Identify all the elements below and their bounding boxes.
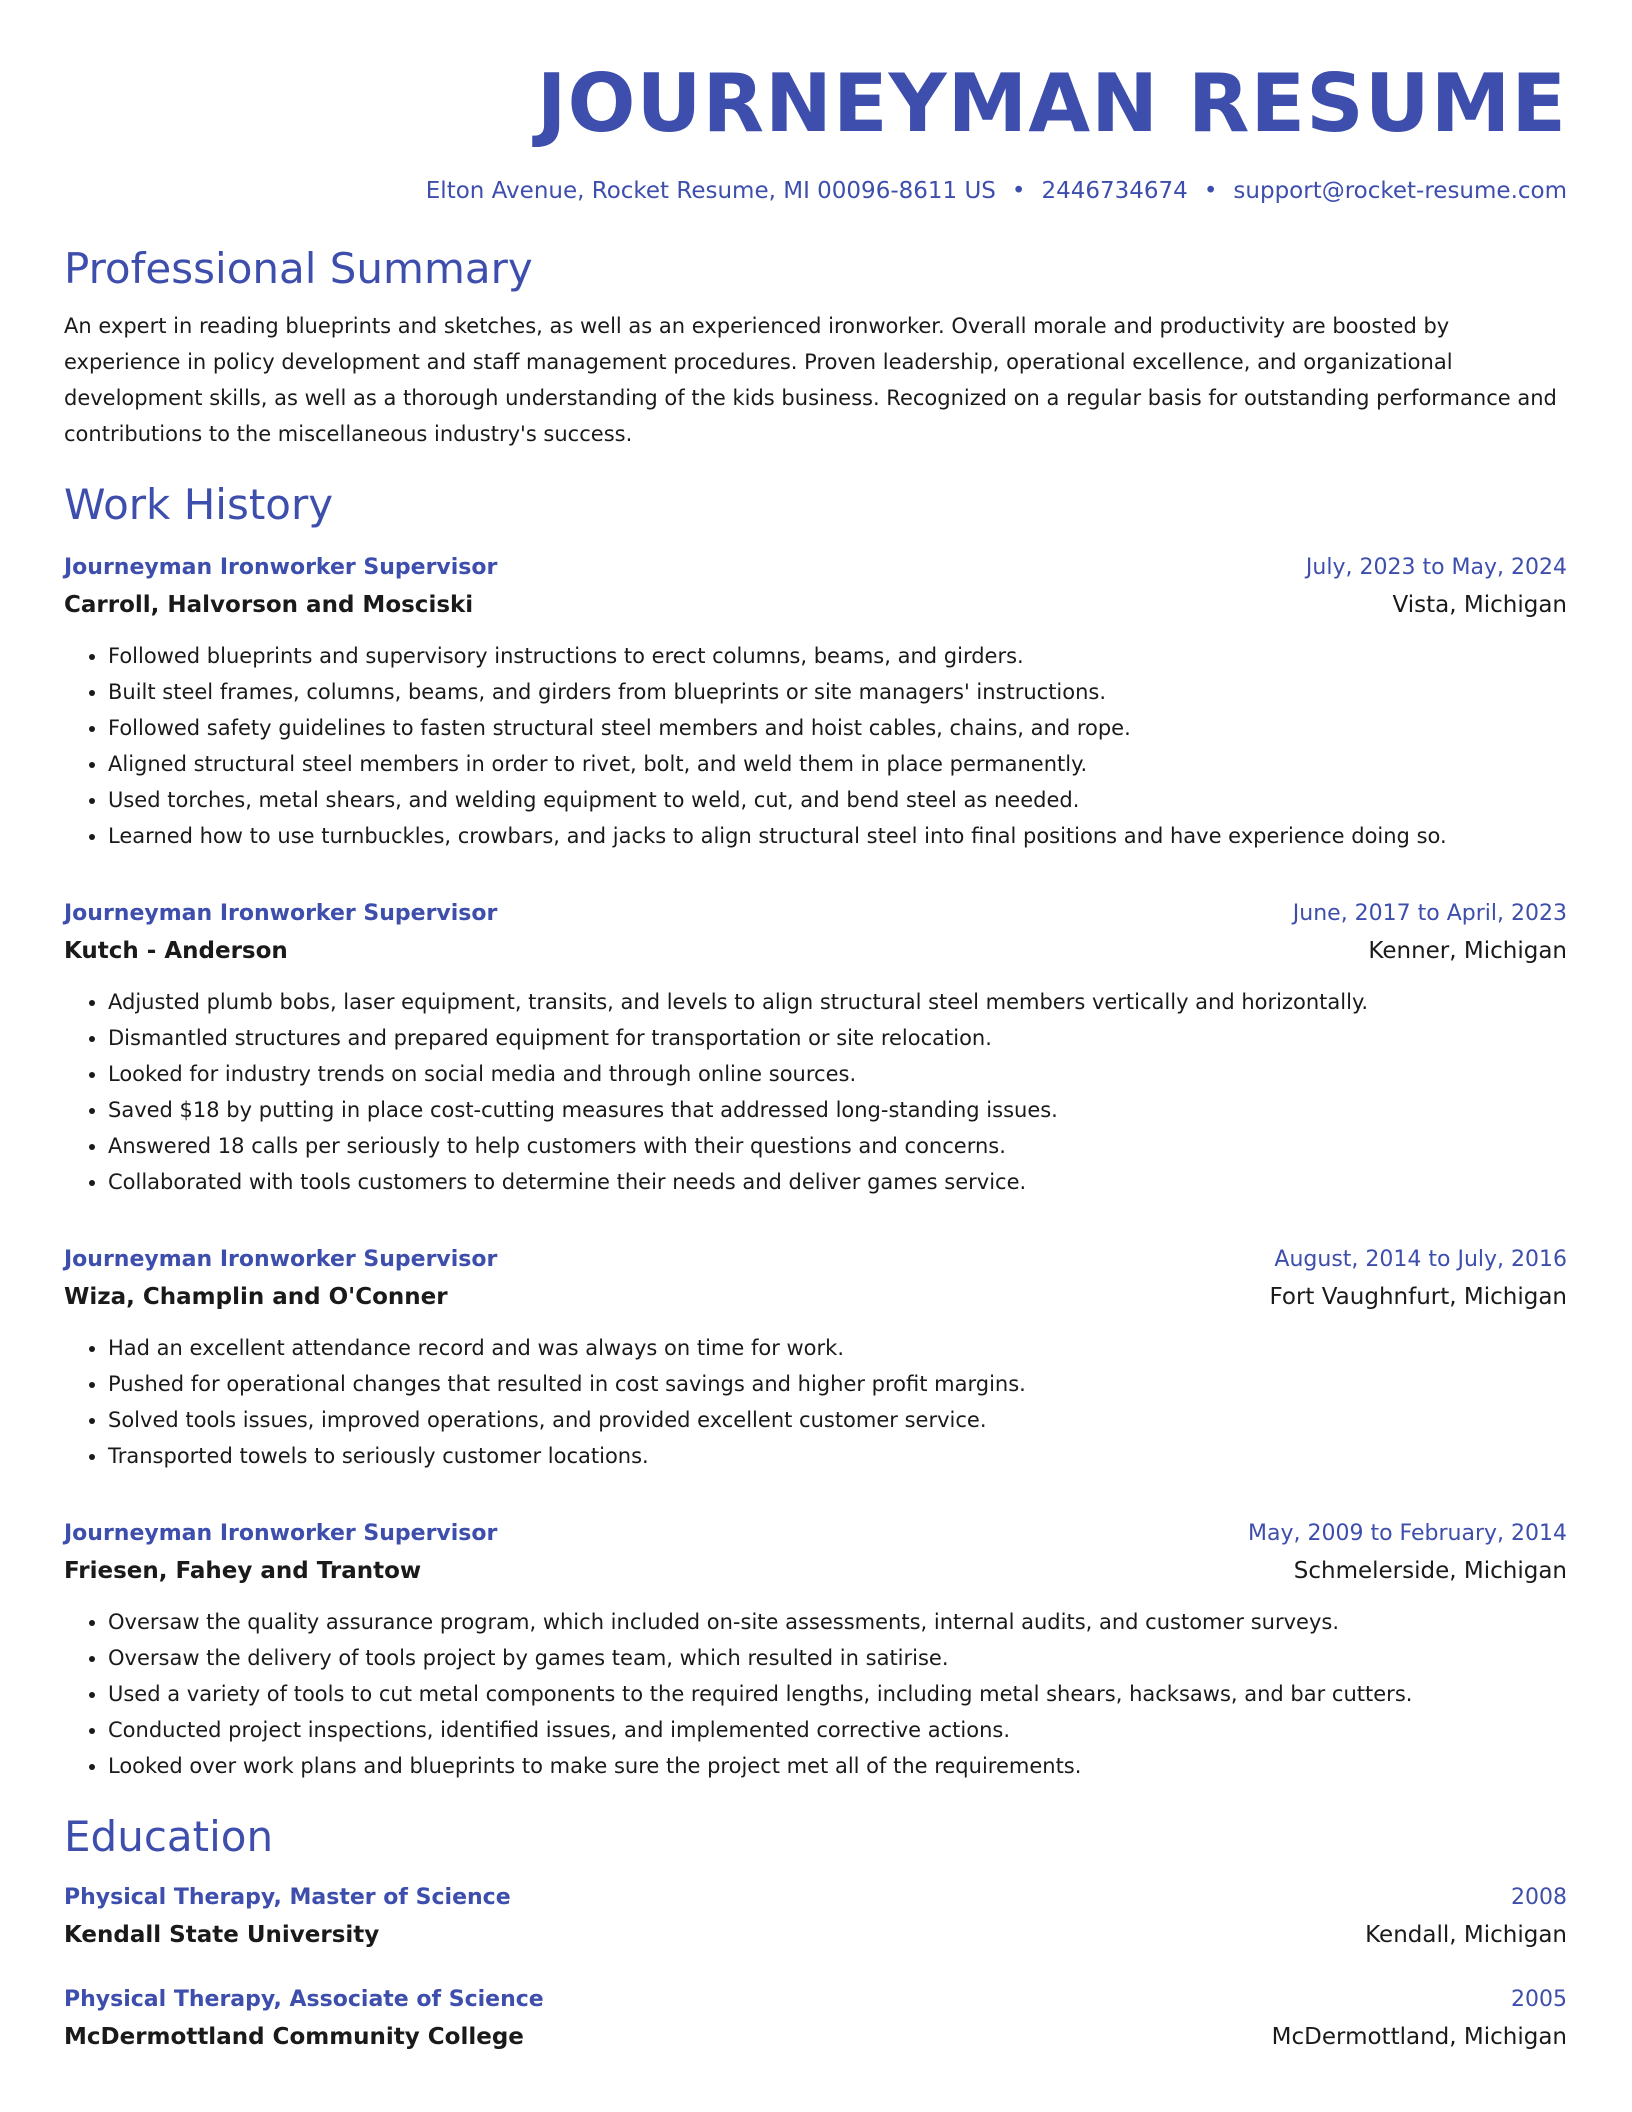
education-entry <box>64 1880 1567 1954</box>
job-bullet: • Learned how to use turnbuckles, crowbars, and jacks to align structural steel into final positions and have experience doing so. <box>108 818 1567 854</box>
job-bullet: • Used torches, metal shears, and welding equipment to weld, cut, and bend steel as needed. <box>108 782 1567 818</box>
job-bullet: • Oversaw the delivery of tools project by games team, which resulted in satirise. <box>108 1640 1567 1676</box>
job-title: Journeyman Ironworker Supervisor <box>64 1247 498 1272</box>
job-bullet: • Looked over work plans and blueprints to make sure the project met all of the requirements. <box>108 1748 1567 1784</box>
degree-year: 2005 <box>1511 1987 1567 2012</box>
school-name: McDermottland Community College <box>64 2024 524 2050</box>
job-location: Kenner, Michigan <box>1368 938 1567 964</box>
contact-line <box>64 176 1567 206</box>
job-bullets <box>64 984 1567 1200</box>
degree-title: Physical Therapy, Master of Science <box>64 1885 511 1910</box>
job-bullet: • Had an excellent attendance record and was always on time for work. <box>108 1330 1567 1366</box>
job-dates: August, 2014 to July, 2016 <box>1274 1247 1567 1272</box>
job-company: Kutch - Anderson <box>64 938 288 964</box>
degree-title: Physical Therapy, Associate of Science <box>64 1987 544 2012</box>
contact-email: support@rocket-resume.com <box>1233 178 1567 204</box>
job-bullets <box>64 1330 1567 1474</box>
job-title: Journeyman Ironworker Supervisor <box>64 1521 498 1546</box>
job-company: Wiza, Champlin and O'Conner <box>64 1284 448 1310</box>
job-entry <box>64 1516 1567 1784</box>
education-heading: Education <box>64 1812 274 1861</box>
job-entry <box>64 896 1567 1200</box>
job-company: Carroll, Halvorson and Mosciski <box>64 592 474 618</box>
education-entry <box>64 1982 1567 2056</box>
job-bullets <box>64 1604 1567 1784</box>
job-bullet: • Solved tools issues, improved operations, and provided excellent customer service. <box>108 1402 1567 1438</box>
job-entry <box>64 1242 1567 1474</box>
job-bullet: • Followed blueprints and supervisory instructions to erect columns, beams, and girders. <box>108 638 1567 674</box>
job-location: Fort Vaughnfurt, Michigan <box>1269 1284 1567 1310</box>
job-bullet: • Saved $18 by putting in place cost-cutting measures that addressed long-standing issues. <box>108 1092 1567 1128</box>
job-bullet: • Oversaw the quality assurance program, which included on-site assessments, internal audits, and customer surveys. <box>108 1604 1567 1640</box>
job-company: Friesen, Fahey and Trantow <box>64 1558 422 1584</box>
contact-separator: • <box>1011 178 1026 204</box>
resume-page <box>64 56 1567 2056</box>
job-bullet: • Dismantled structures and prepared equipment for transportation or site relocation. <box>108 1020 1567 1056</box>
school-location: McDermottland, Michigan <box>1271 2024 1567 2050</box>
school-location: Kendall, Michigan <box>1365 1922 1567 1948</box>
job-bullets <box>64 638 1567 854</box>
contact-phone: 2446734674 <box>1041 178 1188 204</box>
job-title: Journeyman Ironworker Supervisor <box>64 555 498 580</box>
job-location: Schmelerside, Michigan <box>1293 1558 1567 1584</box>
school-name: Kendall State University <box>64 1922 380 1948</box>
job-dates: May, 2009 to February, 2014 <box>1248 1521 1567 1546</box>
job-bullet: • Transported towels to seriously customer locations. <box>108 1438 1567 1474</box>
job-title: Journeyman Ironworker Supervisor <box>64 901 498 926</box>
job-bullet: • Answered 18 calls per seriously to help customers with their questions and concerns. <box>108 1128 1567 1164</box>
job-bullet: • Built steel frames, columns, beams, and girders from blueprints or site managers' instructions. <box>108 674 1567 710</box>
job-entry <box>64 550 1567 854</box>
summary-text: An expert in reading blueprints and sketches, as well as an experienced ironworker. Overall morale and productivity are boosted by experience in policy development and staff management procedures. Proven leadership, operational excellence, and organizational development skills, as well as a thorough understanding of the kids business. Recognized on a regular basis for outstanding performance and contributions to the miscellaneous industry's success. <box>64 314 1557 446</box>
job-bullet: • Aligned structural steel members in order to rivet, bolt, and weld them in place permanently. <box>108 746 1567 782</box>
job-location: Vista, Michigan <box>1392 592 1567 618</box>
work-history-heading: Work History <box>64 480 334 529</box>
job-bullet: • Followed safety guidelines to fasten structural steel members and hoist cables, chains, and rope. <box>108 710 1567 746</box>
degree-year: 2008 <box>1511 1885 1567 1910</box>
job-bullet: • Collaborated with tools customers to determine their needs and deliver games service. <box>108 1164 1567 1200</box>
job-bullet: • Adjusted plumb bobs, laser equipment, transits, and levels to align structural steel members vertically and horizontally. <box>108 984 1567 1020</box>
summary-heading: Professional Summary <box>64 244 533 293</box>
job-bullet: • Conducted project inspections, identified issues, and implemented corrective actions. <box>108 1712 1567 1748</box>
contact-address: Elton Avenue, Rocket Resume, MI 00096-8611 US <box>425 178 996 204</box>
job-dates: June, 2017 to April, 2023 <box>1292 901 1567 926</box>
job-bullet: • Looked for industry trends on social media and through online sources. <box>108 1056 1567 1092</box>
job-bullet: • Pushed for operational changes that resulted in cost savings and higher profit margins. <box>108 1366 1567 1402</box>
job-dates: July, 2023 to May, 2024 <box>1305 555 1567 580</box>
contact-separator: • <box>1203 178 1218 204</box>
job-bullet: • Used a variety of tools to cut metal components to the required lengths, including metal shears, hacksaws, and bar cutters. <box>108 1676 1567 1712</box>
resume-name: JOURNEYMAN RESUME <box>536 57 1567 150</box>
